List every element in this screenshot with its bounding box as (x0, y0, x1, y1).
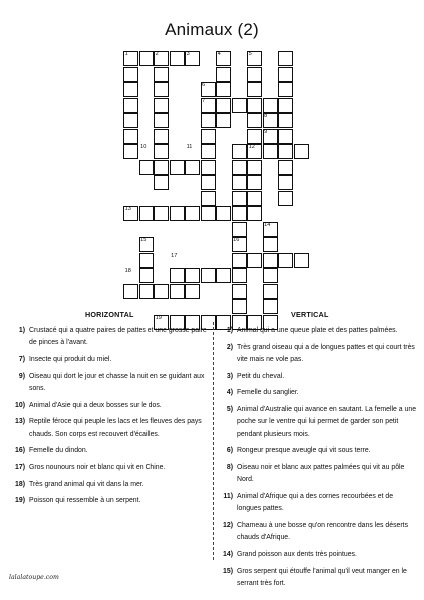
clue-text: Animal d'Asie qui a deux bosses sur le dos. (29, 401, 162, 409)
grid-cell[interactable] (154, 98, 169, 113)
clue-number: 5) (226, 406, 233, 414)
grid-cell[interactable] (170, 268, 185, 283)
clue-number: 1) (18, 327, 25, 334)
grid-cell[interactable] (216, 67, 231, 82)
grid-cell[interactable] (185, 51, 200, 66)
grid-cell[interactable] (170, 51, 185, 66)
clue-number-label: 3 (186, 51, 190, 58)
grid-cell[interactable] (247, 82, 262, 97)
vertical-clue (217, 566, 417, 591)
grid-cell[interactable] (139, 268, 154, 283)
grid-cell[interactable] (185, 268, 200, 283)
grid-cell[interactable] (170, 206, 185, 221)
grid-cell[interactable] (247, 160, 262, 175)
clue-number: 10) (15, 401, 25, 409)
grid-cell[interactable] (247, 51, 262, 66)
grid-cell[interactable] (201, 98, 216, 113)
vertical-clue (217, 491, 417, 516)
grid-cell[interactable] (294, 253, 309, 268)
grid-cell[interactable] (263, 222, 278, 237)
grid-cell[interactable] (263, 129, 278, 144)
grid-cell[interactable] (278, 253, 293, 268)
clue-number-label: 8 (264, 113, 268, 120)
clue-number: 4) (226, 389, 233, 397)
clue-number-label: 6 (202, 82, 206, 89)
grid-cell[interactable] (232, 206, 247, 221)
grid-cell[interactable] (278, 67, 293, 82)
grid-cell[interactable] (154, 129, 169, 144)
grid-cell[interactable] (185, 284, 200, 299)
clue-text: Rongeur presque aveugle qui vit sous terre. (237, 447, 371, 455)
clue-number: 15) (223, 567, 233, 575)
clue-text: Gros serpent qui étouffe l'animal qu'il veut manger en le serrant très fort. (237, 567, 407, 587)
grid-cell[interactable] (247, 129, 262, 144)
grid-cell[interactable] (123, 284, 138, 299)
vertical-clue (217, 325, 417, 337)
vertical-clue (217, 549, 417, 561)
grid-cell[interactable] (201, 82, 216, 97)
grid-cell[interactable] (278, 175, 293, 190)
grid-cell[interactable] (201, 268, 216, 283)
grid-cell[interactable] (278, 51, 293, 66)
grid-cell[interactable] (232, 98, 247, 113)
clue-text: Chameau à une bosse qu'on rencontre dans les déserts chauds d'Afrique. (237, 521, 409, 542)
grid-cell[interactable] (216, 113, 231, 128)
grid-cell[interactable] (232, 268, 247, 283)
clue-text: Très grand oiseau qui a de longues pattes et qui court très vite mais ne vole pas. (237, 343, 415, 363)
clue-text: Gros nounours noir et blanc qui vit en Chine. (29, 464, 166, 472)
grid-cell[interactable] (247, 98, 262, 113)
grid-cell[interactable] (139, 160, 154, 175)
horizontal-clue (9, 495, 208, 507)
clue-text: Animal d'Australie qui avance en sautant. La femelle a une poche sur le ventre qui lui permet de garder son petit pendant plusieurs mois. (237, 406, 417, 438)
grid-cell[interactable] (232, 237, 247, 252)
grid-cell[interactable] (154, 82, 169, 97)
grid-cell[interactable] (154, 113, 169, 128)
horizontal-clue (9, 416, 208, 441)
grid-cell[interactable] (201, 144, 216, 159)
clue-text: Femelle du dindon. (29, 447, 88, 455)
grid-cell[interactable] (278, 129, 293, 144)
grid-cell[interactable] (216, 82, 231, 97)
grid-cell[interactable] (294, 144, 309, 159)
clue-number-label: 12 (248, 144, 255, 151)
horizontal-clue (9, 462, 208, 474)
clue-number-label: 4 (217, 51, 221, 58)
horizontal-clues (9, 325, 208, 512)
grid-cell[interactable] (139, 253, 154, 268)
grid-cell[interactable] (232, 160, 247, 175)
grid-cell[interactable] (232, 284, 247, 299)
grid-cell[interactable] (154, 175, 169, 190)
grid-cell[interactable] (154, 284, 169, 299)
clue-text: Insecte qui produit du miel. (29, 355, 112, 363)
grid-cell[interactable] (247, 144, 262, 159)
clue-number: 6) (226, 447, 233, 455)
grid-cell[interactable] (201, 113, 216, 128)
horizontal-clue (9, 371, 208, 396)
horizontal-clue (9, 479, 208, 491)
clue-text: Grand poisson aux dents très pointues. (237, 550, 357, 558)
grid-cell[interactable] (201, 175, 216, 190)
horizontal-clue (9, 325, 208, 350)
clue-number: 3) (226, 372, 233, 380)
grid-cell[interactable] (216, 98, 231, 113)
grid-cell[interactable] (232, 253, 247, 268)
horizontal-heading: HORIZONTAL (85, 310, 134, 319)
page-title: Animaux (2) (165, 20, 259, 39)
grid-cell[interactable] (139, 206, 154, 221)
clue-text: Animal qui a une queue plate et des pattes palmées. (237, 327, 398, 334)
grid-cell[interactable] (247, 191, 262, 206)
grid-cell[interactable] (139, 237, 154, 252)
grid-cell[interactable] (201, 206, 216, 221)
clue-number-label: 7 (202, 97, 206, 104)
grid-cell[interactable] (232, 144, 247, 159)
grid-cell[interactable] (154, 206, 169, 221)
clue-text: Oiseau noir et blanc aux pattes palmées qui vit au pôle Nord. (237, 464, 405, 484)
clue-number-label: 13 (124, 206, 131, 213)
clue-number: 11) (223, 493, 233, 500)
grid-cell[interactable] (263, 98, 278, 113)
vertical-clue (217, 371, 417, 383)
clue-number-label: 18 (124, 268, 131, 275)
grid-cell[interactable] (278, 98, 293, 113)
vertical-heading: VERTICAL (291, 310, 329, 319)
clue-number: 16) (15, 447, 25, 455)
grid-cell[interactable] (247, 175, 262, 190)
grid-cell[interactable] (123, 129, 138, 144)
grid-cell[interactable] (263, 268, 278, 283)
clue-number: 18) (15, 480, 25, 488)
clue-number: 19) (15, 497, 25, 505)
grid-cell[interactable] (278, 191, 293, 206)
column-divider (213, 322, 214, 560)
grid-cell[interactable] (123, 113, 138, 128)
clue-number: 17) (15, 464, 25, 472)
grid-cell[interactable] (278, 82, 293, 97)
clue-number-label: 19 (155, 314, 162, 321)
clue-text: Oiseau qui dort le jour et chasse la nuit en se guidant aux sons. (29, 372, 205, 392)
footer-credit: lalalatoupe.com (9, 574, 59, 581)
horizontal-clue (9, 354, 208, 366)
grid-cell[interactable] (232, 299, 247, 314)
grid-cell[interactable] (123, 98, 138, 113)
clue-number: 9) (18, 372, 25, 380)
grid-cell[interactable] (170, 160, 185, 175)
clue-number-label: 1 (124, 51, 128, 58)
grid-cell[interactable] (139, 51, 154, 66)
grid-cell[interactable] (201, 160, 216, 175)
clue-text: Animal d'Afrique qui a des cornes recourbées et de longues pattes. (237, 493, 394, 513)
clue-number-label: 2 (155, 51, 159, 58)
clue-text: Petit du cheval. (237, 372, 285, 380)
grid-cell[interactable] (216, 206, 231, 221)
grid-cell[interactable] (123, 82, 138, 97)
grid-cell[interactable] (154, 51, 169, 66)
clue-text: Très grand animal qui vit dans la mer. (29, 480, 144, 488)
grid-cell[interactable] (263, 113, 278, 128)
grid-cell[interactable] (185, 160, 200, 175)
vertical-clue (217, 520, 417, 545)
clue-number-label: 14 (264, 221, 271, 228)
clue-number-label: 16 (233, 237, 240, 244)
grid-cell[interactable] (263, 253, 278, 268)
clue-number-label: 15 (140, 237, 147, 244)
grid-cell[interactable] (278, 144, 293, 159)
vertical-clue (217, 445, 417, 457)
clue-number-label: 17 (171, 252, 178, 259)
grid-cell[interactable] (185, 206, 200, 221)
clue-number-label: 11 (186, 144, 193, 151)
grid-cell[interactable] (170, 284, 185, 299)
grid-cell[interactable] (278, 160, 293, 175)
grid-cell[interactable] (232, 222, 247, 237)
grid-cell[interactable] (201, 191, 216, 206)
grid-cell[interactable] (263, 284, 278, 299)
grid-cell[interactable] (201, 129, 216, 144)
clue-number: 1) (226, 327, 233, 334)
grid-cell[interactable] (123, 67, 138, 82)
vertical-clue (217, 342, 417, 367)
grid-cell[interactable] (263, 144, 278, 159)
clue-number: 12) (223, 521, 233, 529)
grid-cell[interactable] (154, 160, 169, 175)
horizontal-clue (9, 400, 208, 412)
grid-cell[interactable] (123, 144, 138, 159)
grid-cell[interactable] (216, 268, 231, 283)
grid-cell[interactable] (263, 299, 278, 314)
grid-cell[interactable] (139, 284, 154, 299)
vertical-clues (217, 325, 417, 595)
clue-number: 7) (18, 355, 25, 363)
grid-cell[interactable] (247, 67, 262, 82)
vertical-clue (217, 462, 417, 487)
clue-text: Poisson qui ressemble à un serpent. (29, 497, 141, 505)
grid-cell[interactable] (154, 144, 169, 159)
clue-number: 2) (226, 343, 233, 351)
grid-cell[interactable] (123, 206, 138, 221)
grid-cell[interactable] (232, 191, 247, 206)
grid-cell[interactable] (247, 206, 262, 221)
vertical-clue (217, 387, 417, 399)
grid-cell[interactable] (232, 175, 247, 190)
grid-cell[interactable] (154, 67, 169, 82)
clue-number: 13) (15, 418, 25, 426)
grid-cell[interactable] (247, 113, 262, 128)
horizontal-clue (9, 445, 208, 457)
clue-number-label: 5 (248, 51, 252, 58)
clue-text: Femelle du sanglier. (237, 389, 299, 397)
clue-number: 8) (226, 464, 233, 472)
clue-number-label: 9 (264, 128, 268, 135)
grid-cell[interactable] (216, 51, 231, 66)
grid-cell[interactable] (263, 237, 278, 252)
clue-number: 14) (223, 550, 233, 558)
grid-cell[interactable] (123, 51, 138, 66)
clue-number-label: 10 (140, 144, 147, 151)
grid-cell[interactable] (247, 253, 262, 268)
grid-cell[interactable] (278, 113, 293, 128)
clue-text: Crustacé qui a quatre paires de pattes et une grosse paire de pinces à l'avant. (29, 327, 207, 347)
clue-text: Reptile féroce qui peuple les lacs et les fleuves des pays chauds. Son corps est recouvert d'écailles. (29, 418, 202, 438)
vertical-clue (217, 404, 417, 441)
